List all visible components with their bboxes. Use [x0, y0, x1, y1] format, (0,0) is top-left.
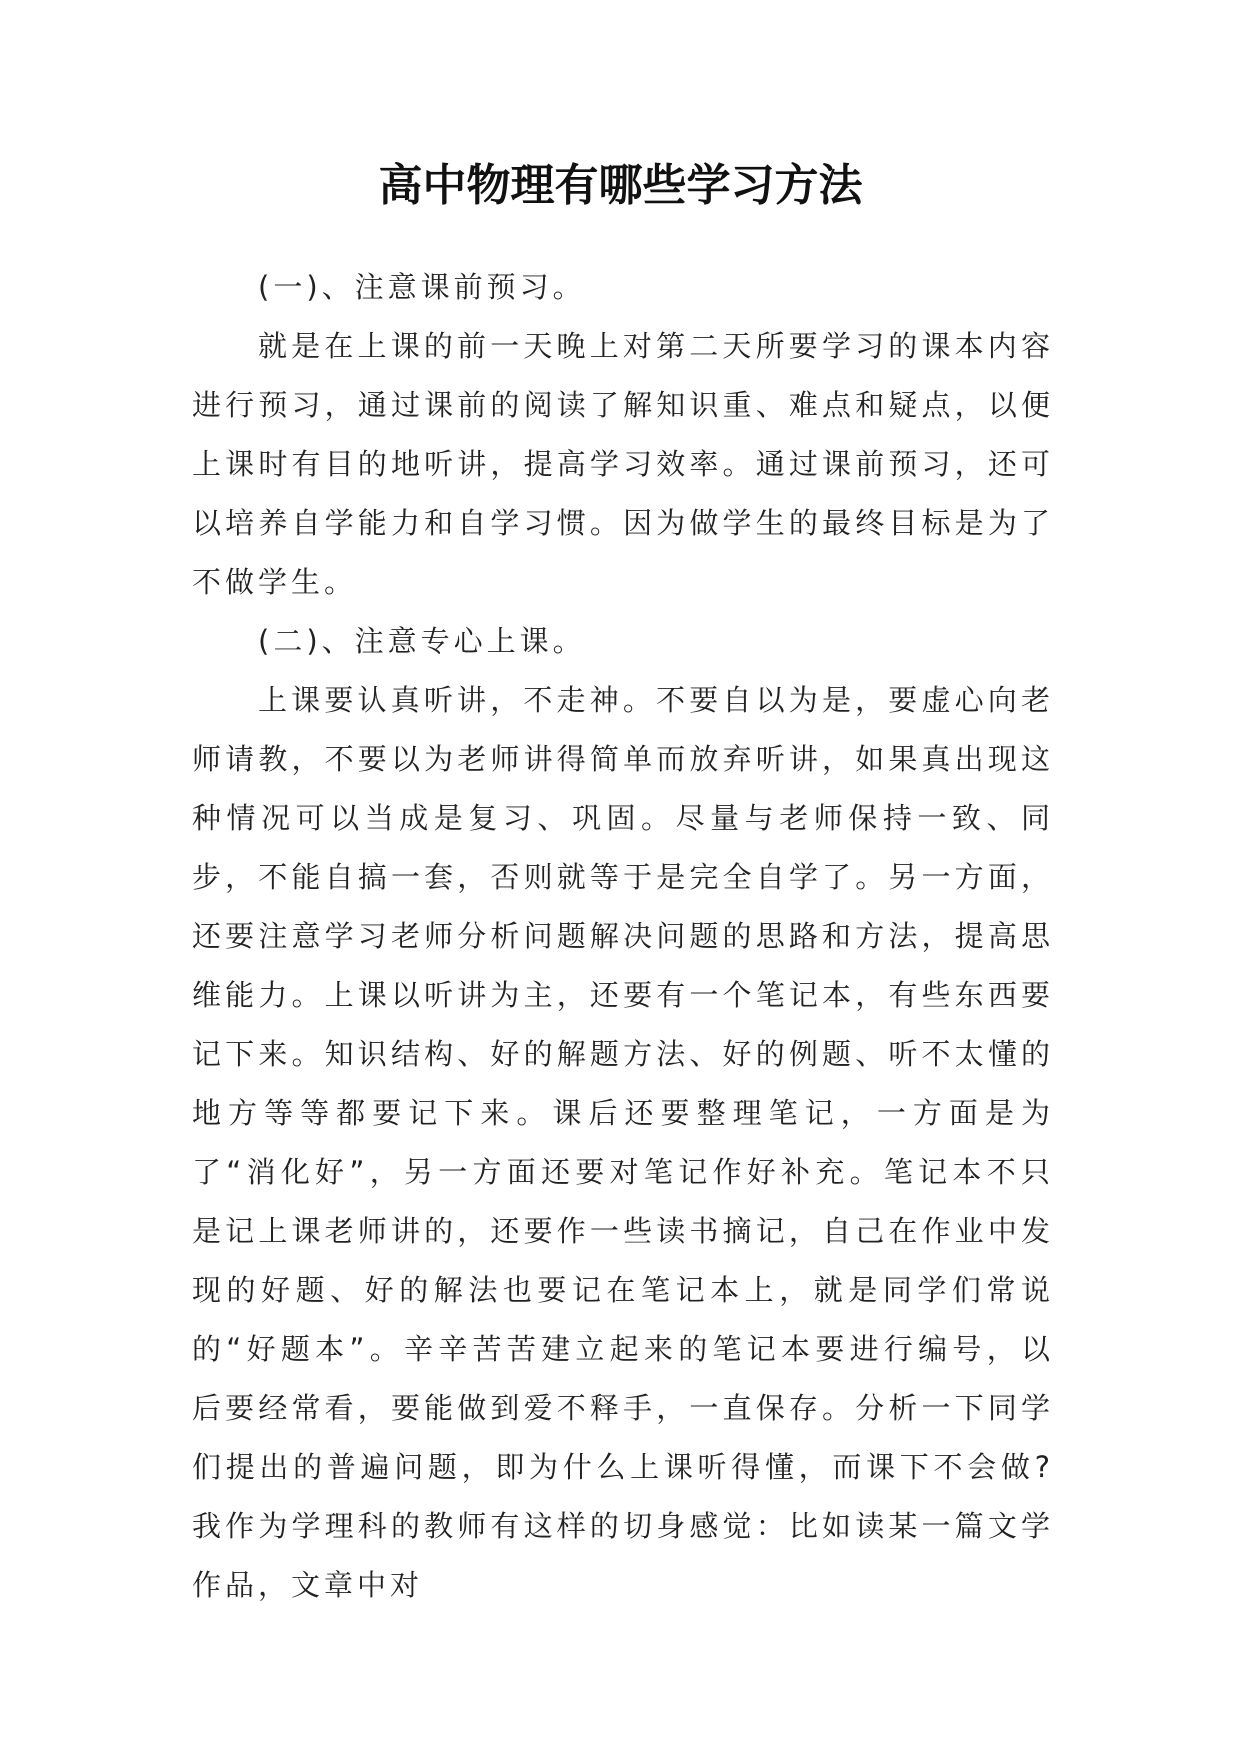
section-heading-1: (一)、注意课前预习。: [258, 270, 586, 304]
paragraph-preview: 就是在上课的前一天晚上对第二天所要学习的课本内容进行预习，通过课前的阅读了解知识重、难点和疑点，以便上课时有目的地听讲，提高学习效率。通过课前预习，还可以培养自学能力和自学习惯。因为做学生的最终目标是为了不做学生。: [192, 329, 1054, 599]
paragraph-attend-class: 上课要认真听讲，不走神。不要自以为是，要虚心向老师请教，不要以为老师讲得简单而放弃听讲，如果真出现这种情况可以当成是复习、巩固。尽量与老师保持一致、同步，不能自搞一套，否则就等于是完全自学了。另一方面，还要注意学习老师分析问题解决问题的思路和方法，提高思维能力。上课以听讲为主，还要有一个笔记本，有些东西要记下来。知识结构、好的解题方法、好的例题、听不太懂的地方等等都要记下来。课后还要整理笔记，一方面是为了“消化好”，另一方面还要对笔记作好补充。笔记本不只是记上课老师讲的，还要作一些读书摘记，自己在作业中发现的好题、好的解法也要记在笔记本上，就是同学们常说的“好题本”。辛辛苦苦建立起来的笔记本要进行编号，以后要经常看，要能做到爱不释手，一直保存。分析一下同学们提出的普遍问题，即为什么上课听得懂，而课下不会做?我作为学理科的教师有这样的切身感觉：比如读某一篇文学作品，文章中对: [192, 683, 1054, 1602]
section-heading-2: (二)、注意专心上课。: [258, 624, 586, 658]
document-title: 高中物理有哪些学习方法: [378, 160, 863, 211]
document-body: [192, 258, 1054, 1615]
